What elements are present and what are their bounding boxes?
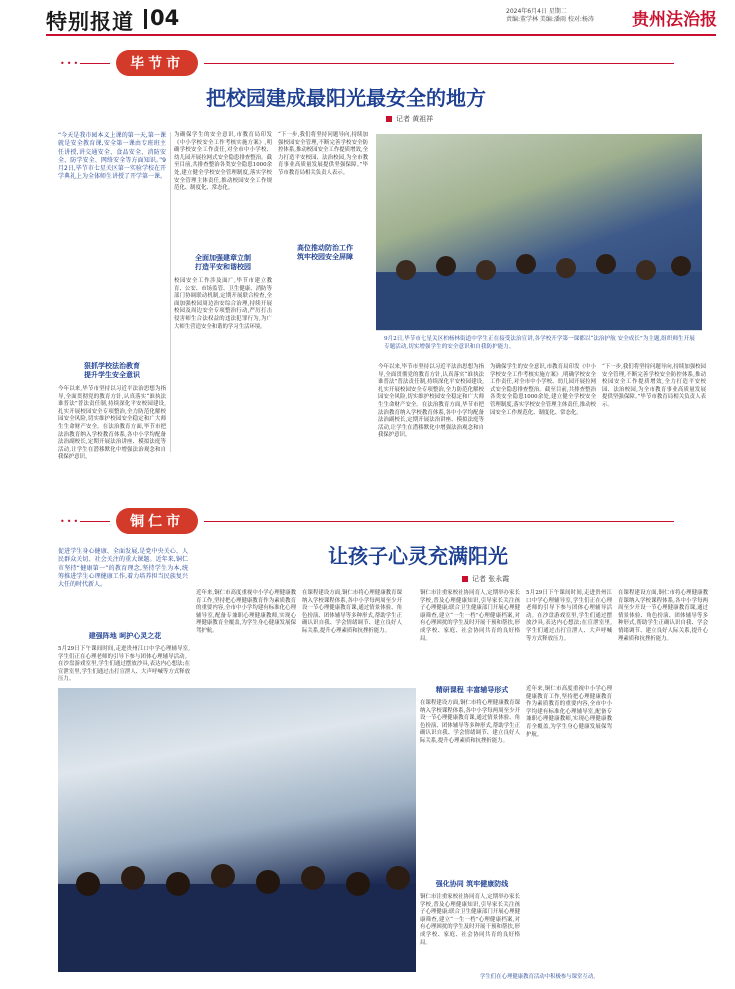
column-rule <box>170 132 171 452</box>
tag-line-right <box>204 521 674 522</box>
story2-headline: 让孩子心灵充满阳光 <box>328 544 508 568</box>
story2-column-5b: 近年来,铜仁市高度重视中小学心理健康教育工作,坚持把心理健康教育作为素质教育的重要内容,全市中小学均建有标准化心理辅导室,配备专兼职心理健康教师,实现心理健康教育全覆盖,为学生身心健康发展保驾护航。 <box>526 686 612 738</box>
subhead-text: 狠抓学校法治教育 提升学生安全意识 <box>84 362 140 379</box>
story1-subhead-2 <box>176 254 270 272</box>
story1-column-5: 为确保学生的安全意识,市教育局印发《中小学校安全工作考核实施方案》,明确学校安全工作责任,对全市中小学校、幼儿园开展拉网式安全隐患排查整治。截至目前,共排查整治各类安全隐患1000余处,建立健全学校安全管理制度,落实学校安全管理主体责任,推动校园安全工作规范化、制度化、常态化。 <box>490 364 596 416</box>
tag-line-left <box>80 63 110 64</box>
story1-column-6: “下一步,我们将坚持问题导向,持续加强校园安全管理,不断完善学校安全防控体系,推动校园安全工作提质增效,全力打造平安校园、法治校园,为全市教育事业高质量发展提供坚强保障。”毕节市教育局相关负责人表示。 <box>602 364 706 408</box>
story2-lead: 促进学生身心健康、全面发展,是党中央关心、人民群众关切、社会关注的重大课题。近年来,铜仁市坚持“健康第一”的教育理念,坚持学生为本,统筹推进学生心理健康工作,着力培养担当民族复兴大任的时代新人。 <box>58 548 188 589</box>
paper-logo: 贵州法治报 <box>632 10 717 30</box>
story2-column-6: 在课程建设方面,铜仁市将心理健康教育课纳入学校课程体系,各中小学每两周至少开设一节心理健康教育课,通过情景体验、角色扮演、团体辅导等多种形式,帮助学生正确认识自我、学会情绪调节、建立良好人际关系,提升心理素质和抗挫折能力。 <box>618 590 708 642</box>
region-tag-label: 铜仁市 <box>116 508 198 534</box>
story1-subhead-3 <box>282 244 368 262</box>
byline-text: 记者 黄祖祥 <box>396 115 434 123</box>
story1-lead: “今天是我市园本义上课的第一天,第一课就是安全教育课,安全第一课由专班班主任讲授,讲交通安全、食品安全、消防安全、防学安全、网络安全等方面知识。”9月2日,毕节市七星关区第一实验学校在开学典礼上为全体师生讲授了开学第一课。 <box>58 132 167 181</box>
byline-marker <box>386 116 392 122</box>
story1-column-2a: 为确保学生的安全意识,市教育局印发《中小学校安全工作考核实施方案》,明确学校安全工作责任,对全市中小学校、幼儿园开展拉网式安全隐患排查整治。截至目前,共排查整治各类安全隐患1000余处,建立健全学校安全管理制度,落实学校安全管理主体责任,推动校园安全工作规范化、制度化、常态化。 <box>174 132 272 192</box>
story2-column-5c: 铜仁市注重家校社协同育人,定期举办家长学校,普及心理健康知识,引导家长关注孩子心理健康;联合卫生健康部门开展心理健康筛查,建立“一生一档”心理健康档案,对有心理困扰的学生及时开展干预和帮扶,形成学校、家庭、社会协同共育的良好格局。 <box>420 894 520 946</box>
story1-byline <box>386 114 433 124</box>
story1-photo-caption: 9月2日,毕节市七星关区柏杨林街道中学生正在接受法治宣讲,各学校开学第一课都以“法治护航 安全成长”为主题,组织师生开展专题活动,切实增强学生的安全意识和自我防护能力。 <box>384 336 695 350</box>
tag-dots-left: ••• <box>60 58 81 68</box>
story1-subhead-1 <box>62 362 162 380</box>
story1-column-2b: 校园安全工作涉及面广,毕节市建立教育、公安、市场监管、卫生健康、消防等部门协调联动机制,定期开展联合检查,全面加强校园周边治安综合治理,持续开展校园及周边安全专项整治行动,严厉打击侵害师生合法权益的违法犯罪行为,为广大师生营造安全和谐的学习生活环境。 <box>174 278 272 330</box>
section-title: 特别报道 <box>46 10 134 34</box>
masthead-rule <box>46 34 716 36</box>
story2-subhead-1: 建强阵地 呵护心灵之花 <box>88 632 162 640</box>
section-divider <box>144 9 147 29</box>
story2-subhead-3: 强化协同 筑牢健康防线 <box>435 880 509 888</box>
story1-column-1: 今年以来,毕节市坚持以习近平法治思想为指导,全面贯彻党的教育方针,认真落实“谁执法谁普法”普法责任制,持续深化平安校园建设,扎实开展校园安全专项整治,全力防范化解校园安全风险,切实维护校园安全稳定和广大师生生命财产安全。在法治教育方面,毕节市把法治教育纳入学校教育体系,各中小学均配备法治副校长,定期开展法治讲座、模拟法庭等活动,让学生在潜移默化中增强法治观念和自我保护意识。 <box>58 386 166 461</box>
tag-line-left <box>80 521 110 522</box>
story1-column-4: 今年以来,毕节市坚持以习近平法治思想为指导,全面贯彻党的教育方针,认真落实“谁执法谁普法”普法责任制,持续深化平安校园建设,扎实开展校园安全专项整治,全力防范化解校园安全风险,切实维护校园安全稳定和广大师生生命财产安全。在法治教育方面,毕节市把法治教育纳入学校教育体系,各中小学均配备法治副校长,定期开展法治讲座、模拟法庭等活动,让学生在潜移默化中增强法治观念和自我保护意识。 <box>378 364 484 439</box>
date-text: 2024年6月4日 星期二 <box>506 8 567 15</box>
story2-byline <box>462 574 509 584</box>
story2-column-0: 5月29日下午课间时间,走进贵州江口中学心理辅导室,学生们正在心理老师的引导下参与团体心理辅导活动。在沙盘游戏室里,学生们通过摆放沙具,表达内心想法;在宣泄室里,学生们通过击打宣泄人、大声呼喊等方式释放压力。 <box>58 646 190 683</box>
region-tag-label: 毕节市 <box>116 50 198 76</box>
story2-column-3: 铜仁市注重家校社协同育人,定期举办家长学校,普及心理健康知识,引导家长关注孩子心理健康;联合卫生健康部门开展心理健康筛查,建立“一生一档”心理健康档案,对有心理困扰的学生及时开展干预和帮扶,形成学校、家庭、社会协同共育的良好格局。 <box>420 590 520 642</box>
tag-line-right <box>204 63 674 64</box>
byline-text: 记者 张永霞 <box>472 575 510 583</box>
story2-column-1: 近年来,铜仁市高度重视中小学心理健康教育工作,坚持把心理健康教育作为素质教育的重要内容,全市中小学均建有标准化心理辅导室,配备专兼职心理健康教师,实现心理健康教育全覆盖,为学生身心健康发展保驾护航。 <box>196 590 296 634</box>
region-tag-tongren <box>60 508 674 534</box>
story2-column-4: 5月29日下午课间时间,走进贵州江口中学心理辅导室,学生们正在心理老师的引导下参与团体心理辅导活动。在沙盘游戏室里,学生们通过摆放沙具,表达内心想法;在宣泄室里,学生们通过击打宣泄人、大声呼喊等方式释放压力。 <box>526 590 612 642</box>
editor-credits: 责编:董学林 美编:潘雨 校对:杨涛 <box>506 16 594 23</box>
story1-headline: 把校园建成最阳光最安全的地方 <box>206 86 486 110</box>
byline-marker <box>462 576 468 582</box>
story2-column-2: 在课程建设方面,铜仁市将心理健康教育课纳入学校课程体系,各中小学每两周至少开设一节心理健康教育课,通过情景体验、角色扮演、团体辅导等多种形式,帮助学生正确认识自我、学会情绪调节、建立良好人际关系,提升心理素质和抗挫折能力。 <box>302 590 402 634</box>
story1-column-3: “下一步,我们将坚持问题导向,持续加强校园安全管理,不断完善学校安全防控体系,推动校园安全工作提质增效,全力打造平安校园、法治校园,为全市教育事业高质量发展提供坚强保障。”毕节市教育局相关负责人表示。 <box>278 132 368 176</box>
story2-column-5a: 在课程建设方面,铜仁市将心理健康教育课纳入学校课程体系,各中小学每两周至少开设一节心理健康教育课,通过情景体验、角色扮演、团体辅导等多种形式,帮助学生正确认识自我、学会情绪调节、建立良好人际关系,提升心理素质和抗挫折能力。 <box>420 700 520 744</box>
students-illustration <box>376 242 702 330</box>
region-tag-bijie <box>60 50 674 76</box>
subhead-text: 高位推动防治工作 筑牢校园安全屏障 <box>297 244 353 261</box>
tag-dots-left: ••• <box>60 516 81 526</box>
story2-photo <box>58 688 416 972</box>
story1-photo <box>376 134 702 330</box>
story2-photo-caption: 学生们在心理健康教育活动中积极参与课堂互动。 <box>480 974 599 980</box>
date-line <box>506 8 594 24</box>
subhead-text: 全面加强建章立制 打造平安和谐校园 <box>195 254 251 271</box>
page-number: 04 <box>150 6 180 30</box>
classroom-illustration <box>58 844 416 972</box>
story2-subhead-2: 精研课程 丰富辅导形式 <box>435 686 509 694</box>
masthead <box>0 0 735 40</box>
